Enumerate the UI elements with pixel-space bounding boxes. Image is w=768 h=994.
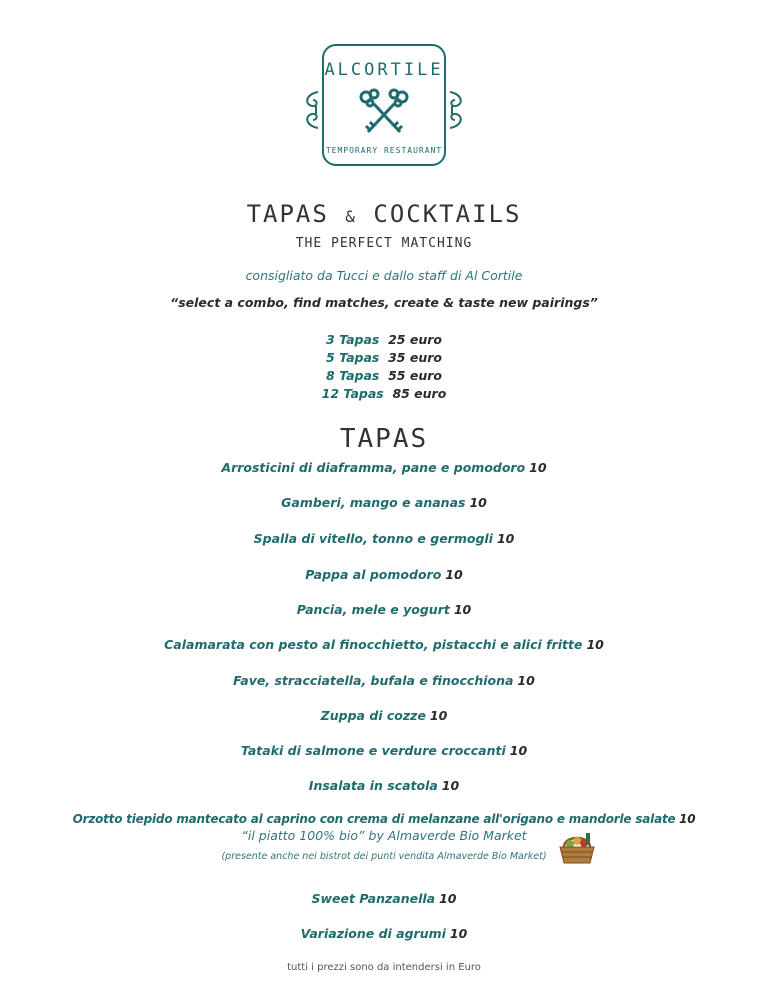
menu-item — [0, 812, 768, 826]
menu-item — [0, 637, 768, 652]
menu-item-price: 10 — [517, 673, 535, 688]
bio-note: “il piatto 100% bio” by Almaverde Bio Market — [241, 828, 527, 843]
menu-item — [0, 602, 768, 617]
combo-label: 12 Tapas — [321, 386, 384, 401]
menu-item — [0, 891, 768, 906]
menu-item-name: Sweet Panzanella — [311, 891, 436, 906]
title-ampersand: & — [345, 207, 357, 226]
bio-subnote: (presente anche nei bistrot dei punti vendita Almaverde Bio Market) — [221, 851, 547, 862]
restaurant-logo — [296, 40, 472, 172]
menu-item-price: 10 — [453, 602, 472, 617]
basket-icon — [556, 829, 598, 865]
combo-row — [0, 332, 768, 347]
logo-subtitle: TEMPORARY RESTAURANT — [325, 146, 443, 155]
combo-row — [0, 350, 768, 365]
menu-item-name: Spalla di vitello, tonno e germogli — [253, 531, 493, 546]
menu-item-name: Pappa al pomodoro — [305, 567, 442, 582]
menu-item — [0, 460, 768, 475]
menu-item-name: Calamarata con pesto al finocchietto, pistacchi e alici fritte — [164, 637, 583, 652]
menu-item — [0, 926, 768, 941]
menu-item-name: Variazione di agrumi — [300, 926, 446, 941]
combo-price: 35 euro — [388, 350, 442, 365]
menu-item — [0, 778, 768, 793]
menu-item-name: Arrosticini di diaframma, pane e pomodoro — [221, 460, 526, 475]
menu-item-price: 10 — [449, 926, 468, 941]
menu-item-price: 10 — [496, 531, 515, 546]
tagline: “select a combo, find matches, create & taste new pairings” — [170, 295, 598, 310]
menu-item-price: 10 — [679, 812, 696, 826]
combo-price: 25 euro — [388, 332, 442, 347]
menu-item-name: Fave, stracciatella, bufala e finocchiona — [233, 673, 514, 688]
title-part-cocktails: COCKTAILS — [373, 200, 522, 228]
combo-price: 85 euro — [392, 386, 447, 401]
page-title — [0, 200, 768, 228]
combo-row — [0, 386, 768, 401]
menu-item-price: 10 — [586, 637, 604, 652]
menu-item-price: 10 — [429, 708, 448, 723]
menu-item — [0, 567, 768, 582]
combo-price: 55 euro — [388, 368, 442, 383]
menu-item-price: 10 — [529, 460, 547, 475]
tapas-section-heading: TAPAS — [339, 424, 429, 454]
menu-item — [0, 708, 768, 723]
right-ornament-icon — [446, 90, 468, 130]
logo-title: ALCORTILE — [324, 60, 444, 80]
menu-item — [0, 743, 768, 758]
title-part-tapas: TAPAS — [246, 200, 329, 228]
menu-item — [0, 673, 768, 688]
menu-item-name: Gamberi, mango e ananas — [281, 495, 466, 510]
page-subtitle: THE PERFECT MATCHING — [295, 236, 473, 251]
combo-label: 5 Tapas — [326, 350, 380, 365]
combo-label: 8 Tapas — [326, 368, 380, 383]
menu-item-price: 10 — [469, 495, 487, 510]
menu-item-name: Insalata in scatola — [308, 778, 438, 793]
combo-row — [0, 368, 768, 383]
menu-item-name: Tataki di salmone e verdure croccanti — [240, 743, 506, 758]
menu-item-name: Orzotto tiepido mantecato al caprino con crema di melanzane all'origano e mandorle salate — [72, 812, 676, 826]
menu-item-name: Zuppa di cozze — [320, 708, 426, 723]
menu-item — [0, 531, 768, 546]
menu-item-price: 10 — [509, 743, 528, 758]
menu-item-name: Pancia, mele e yogurt — [296, 602, 450, 617]
menu-item — [0, 495, 768, 510]
menu-item-price: 10 — [441, 778, 460, 793]
recommended-by: consigliato da Tucci e dallo staff di Al Cortile — [245, 268, 523, 283]
menu-item-price: 10 — [439, 891, 457, 906]
combo-label: 3 Tapas — [326, 332, 380, 347]
footer-note: tutti i prezzi sono da intendersi in Euro — [287, 962, 481, 973]
left-ornament-icon — [300, 90, 322, 130]
menu-item-price: 10 — [445, 567, 463, 582]
crossed-keys-icon — [354, 88, 414, 138]
